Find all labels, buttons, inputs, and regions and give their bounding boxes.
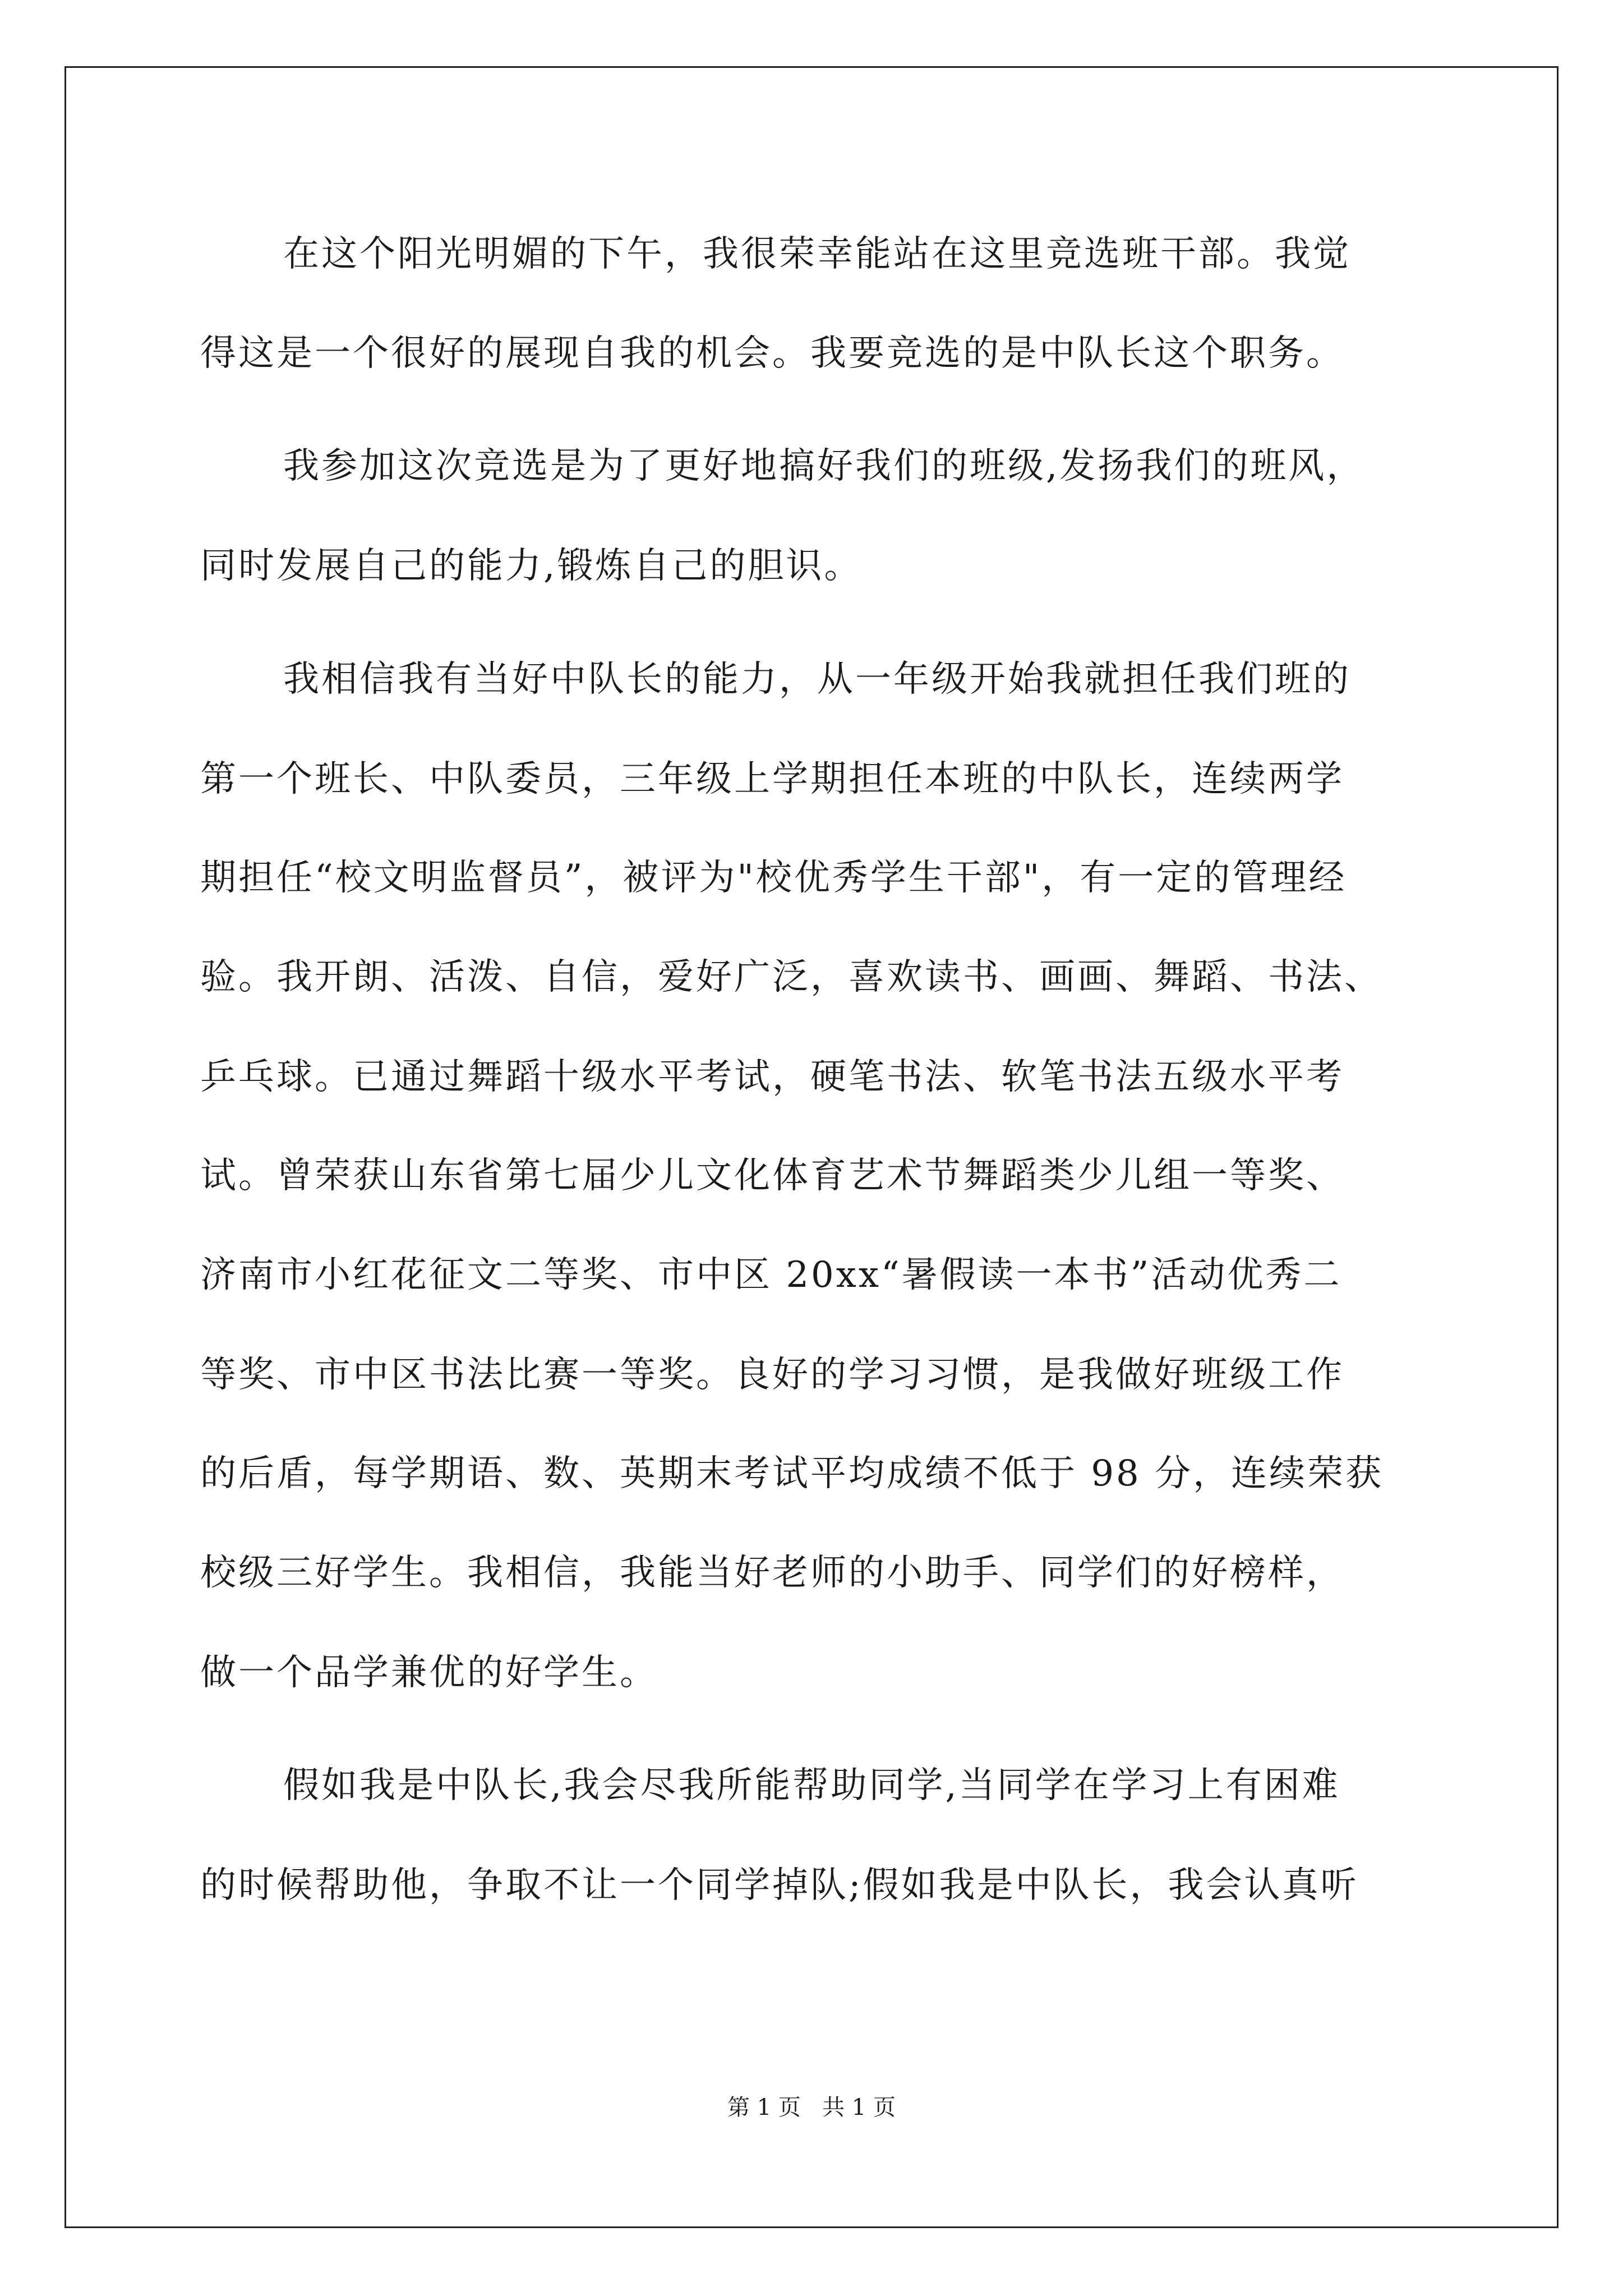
paragraph-3-line-10: 校级三好学生。我相信，我能当好老师的小助手、同学们的好榜样， <box>200 1552 1344 1594</box>
paragraph-4-line-2: 的时候帮助他，争取不让一个同学掉队;假如我是中队长，我会认真听 <box>200 1865 1359 1906</box>
paragraph-3-line-2: 第一个班长、中队委员，三年级上学期担任本班的中队长，连续两学 <box>200 758 1344 800</box>
paragraph-1-line-1: 在这个阳光明媚的下午，我很荣幸能站在这里竞选班干部。我觉 <box>283 233 1351 275</box>
paragraph-4-line-1: 假如我是中队长,我会尽我所能帮助同学,当同学在学习上有困难 <box>283 1765 1340 1806</box>
paragraph-3-line-4: 验。我开朗、活泼、自信，爱好广泛，喜欢读书、画画、舞蹈、书法、 <box>200 956 1382 998</box>
paragraph-2-line-1: 我参加这次竞选是为了更好地搞好我们的班级,发扬我们的班风， <box>283 445 1365 487</box>
paragraph-3-line-3: 期担任“校文明监督员”，被评为"校优秀学生干部"，有一定的管理经 <box>200 857 1347 899</box>
paragraph-3-line-11: 做一个品学兼优的好学生。 <box>200 1652 658 1694</box>
paragraph-3-line-1: 我相信我有当好中队长的能力，从一年级开始我就担任我们班的 <box>283 659 1351 700</box>
paragraph-3-line-8: 等奖、市中区书法比赛一等奖。良好的学习习惯，是我做好班级工作 <box>200 1354 1344 1396</box>
paragraph-3-line-7: 济南市小红花征文二等奖、市中区 20xx“暑假读一本书”活动优秀二 <box>200 1254 1342 1296</box>
paragraph-3-line-6: 试。曾荣获山东省第七届少儿文化体育艺术节舞蹈类少儿组一等奖、 <box>200 1155 1344 1197</box>
paragraph-3-line-5: 乒乓球。已通过舞蹈十级水平考试，硬笔书法、软笔书法五级水平考 <box>200 1056 1344 1098</box>
paragraph-3-line-9: 的后盾，每学期语、数、英期末考试平均成绩不低于 98 分，连续荣获 <box>200 1453 1384 1494</box>
page-number-footer: 第 1 页 共 1 页 <box>727 2095 896 2120</box>
paragraph-2-line-2: 同时发展自己的能力,锻炼自己的胆识。 <box>200 545 863 587</box>
paragraph-1-line-2: 得这是一个很好的展现自我的机会。我要竞选的是中队长这个职务。 <box>200 333 1344 374</box>
